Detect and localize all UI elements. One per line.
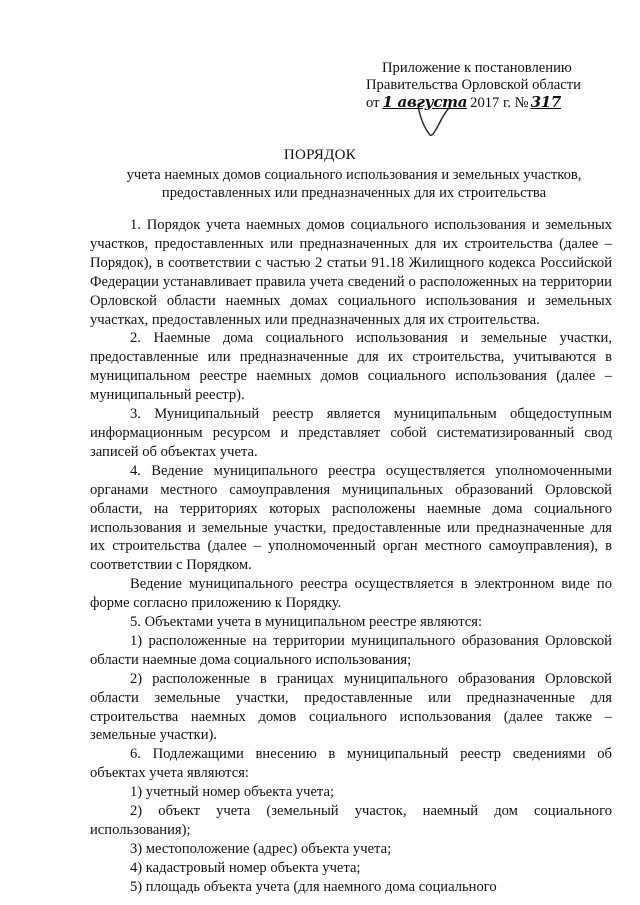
annex-line-1: Приложение к постановлению bbox=[382, 60, 572, 76]
paragraph: Ведение муниципального реестра осуществляется в электронном виде по форме согласно приложению к Порядку. bbox=[90, 576, 612, 612]
paragraph: 6. Подлежащими внесению в муниципальный реестр сведениями об объектах учета являются: bbox=[90, 746, 612, 782]
paragraph: 2) объект учета (земельный участок, наемный дом социального использования); bbox=[90, 803, 612, 838]
handwritten-date: 1 августа bbox=[382, 93, 468, 111]
paragraph: 5) площадь объекта учета (для наемного дома социального bbox=[130, 878, 497, 895]
paragraph: 1) расположенные на территории муниципального образования Орловской области наемные дома социального использования; bbox=[90, 632, 612, 668]
annex-year-suffix: 2017 г. № bbox=[470, 95, 529, 111]
document-body bbox=[90, 216, 612, 897]
paragraph: 4. Ведение муниципального реестра осуществляется уполномоченными органами местного самоуправления муниципальных образований Орловской области, на территориях которых расположены наемные дома социального использования и земельные участки, предоставленные или предназначенные для их строительства (далее – уполномоченный орган местного самоуправления), в соответствии с Порядком. bbox=[90, 462, 612, 574]
annex-line-2: Правительства Орловской области bbox=[366, 77, 581, 93]
annex-header bbox=[366, 60, 616, 112]
handwritten-number: 317 bbox=[530, 93, 561, 111]
paragraph: 3) местоположение (адрес) объекта учета; bbox=[130, 840, 392, 857]
document-subtitle: учета наемных домов социального использования и земельных участков, предоставленных или предназначенных для их строительства bbox=[126, 167, 582, 201]
paragraph: 2. Наемные дома социального использования и земельные участки, предоставленные или предназначенные для их строительства, учитываются в муниципальном реестре наемных домов социального использования (далее – муниципальный реестр). bbox=[90, 330, 612, 404]
annex-date-line bbox=[366, 94, 616, 112]
paragraph: 3. Муниципальный реестр является муниципальным общедоступным информационным ресурсом и представляет собой систематизированный свод записей об объектах учета. bbox=[90, 406, 612, 460]
paragraph: 2) расположенные в границах муниципального образования Орловской области земельные участки, предоставленные или предназначенные для строительства наемных домов социального использования (далее также – земельные участки). bbox=[90, 670, 612, 744]
paragraph: 1) учетный номер объекта учета; bbox=[130, 784, 335, 801]
annex-date-prefix: от bbox=[366, 95, 380, 111]
paragraph: 5. Объектами учета в муниципальном реестре являются: bbox=[130, 614, 483, 631]
signature-mark-icon bbox=[414, 104, 454, 138]
paragraph: 4) кадастровый номер объекта учета; bbox=[130, 859, 361, 876]
paragraph: 1. Порядок учета наемных домов социального использования и земельных участков, предоставленных или предназначенных для их строительства (далее – Порядок), в соответствии с частью 2 статьи 91.18 Жилищного кодекса Российской Федерации устанавливает правила учета сведений о расположенных на территории Орловской области наемных домах социального использования и земельных участках, предоставленных или предназначенных для их строительства. bbox=[90, 217, 612, 328]
document-title: ПОРЯДОК bbox=[283, 147, 357, 163]
